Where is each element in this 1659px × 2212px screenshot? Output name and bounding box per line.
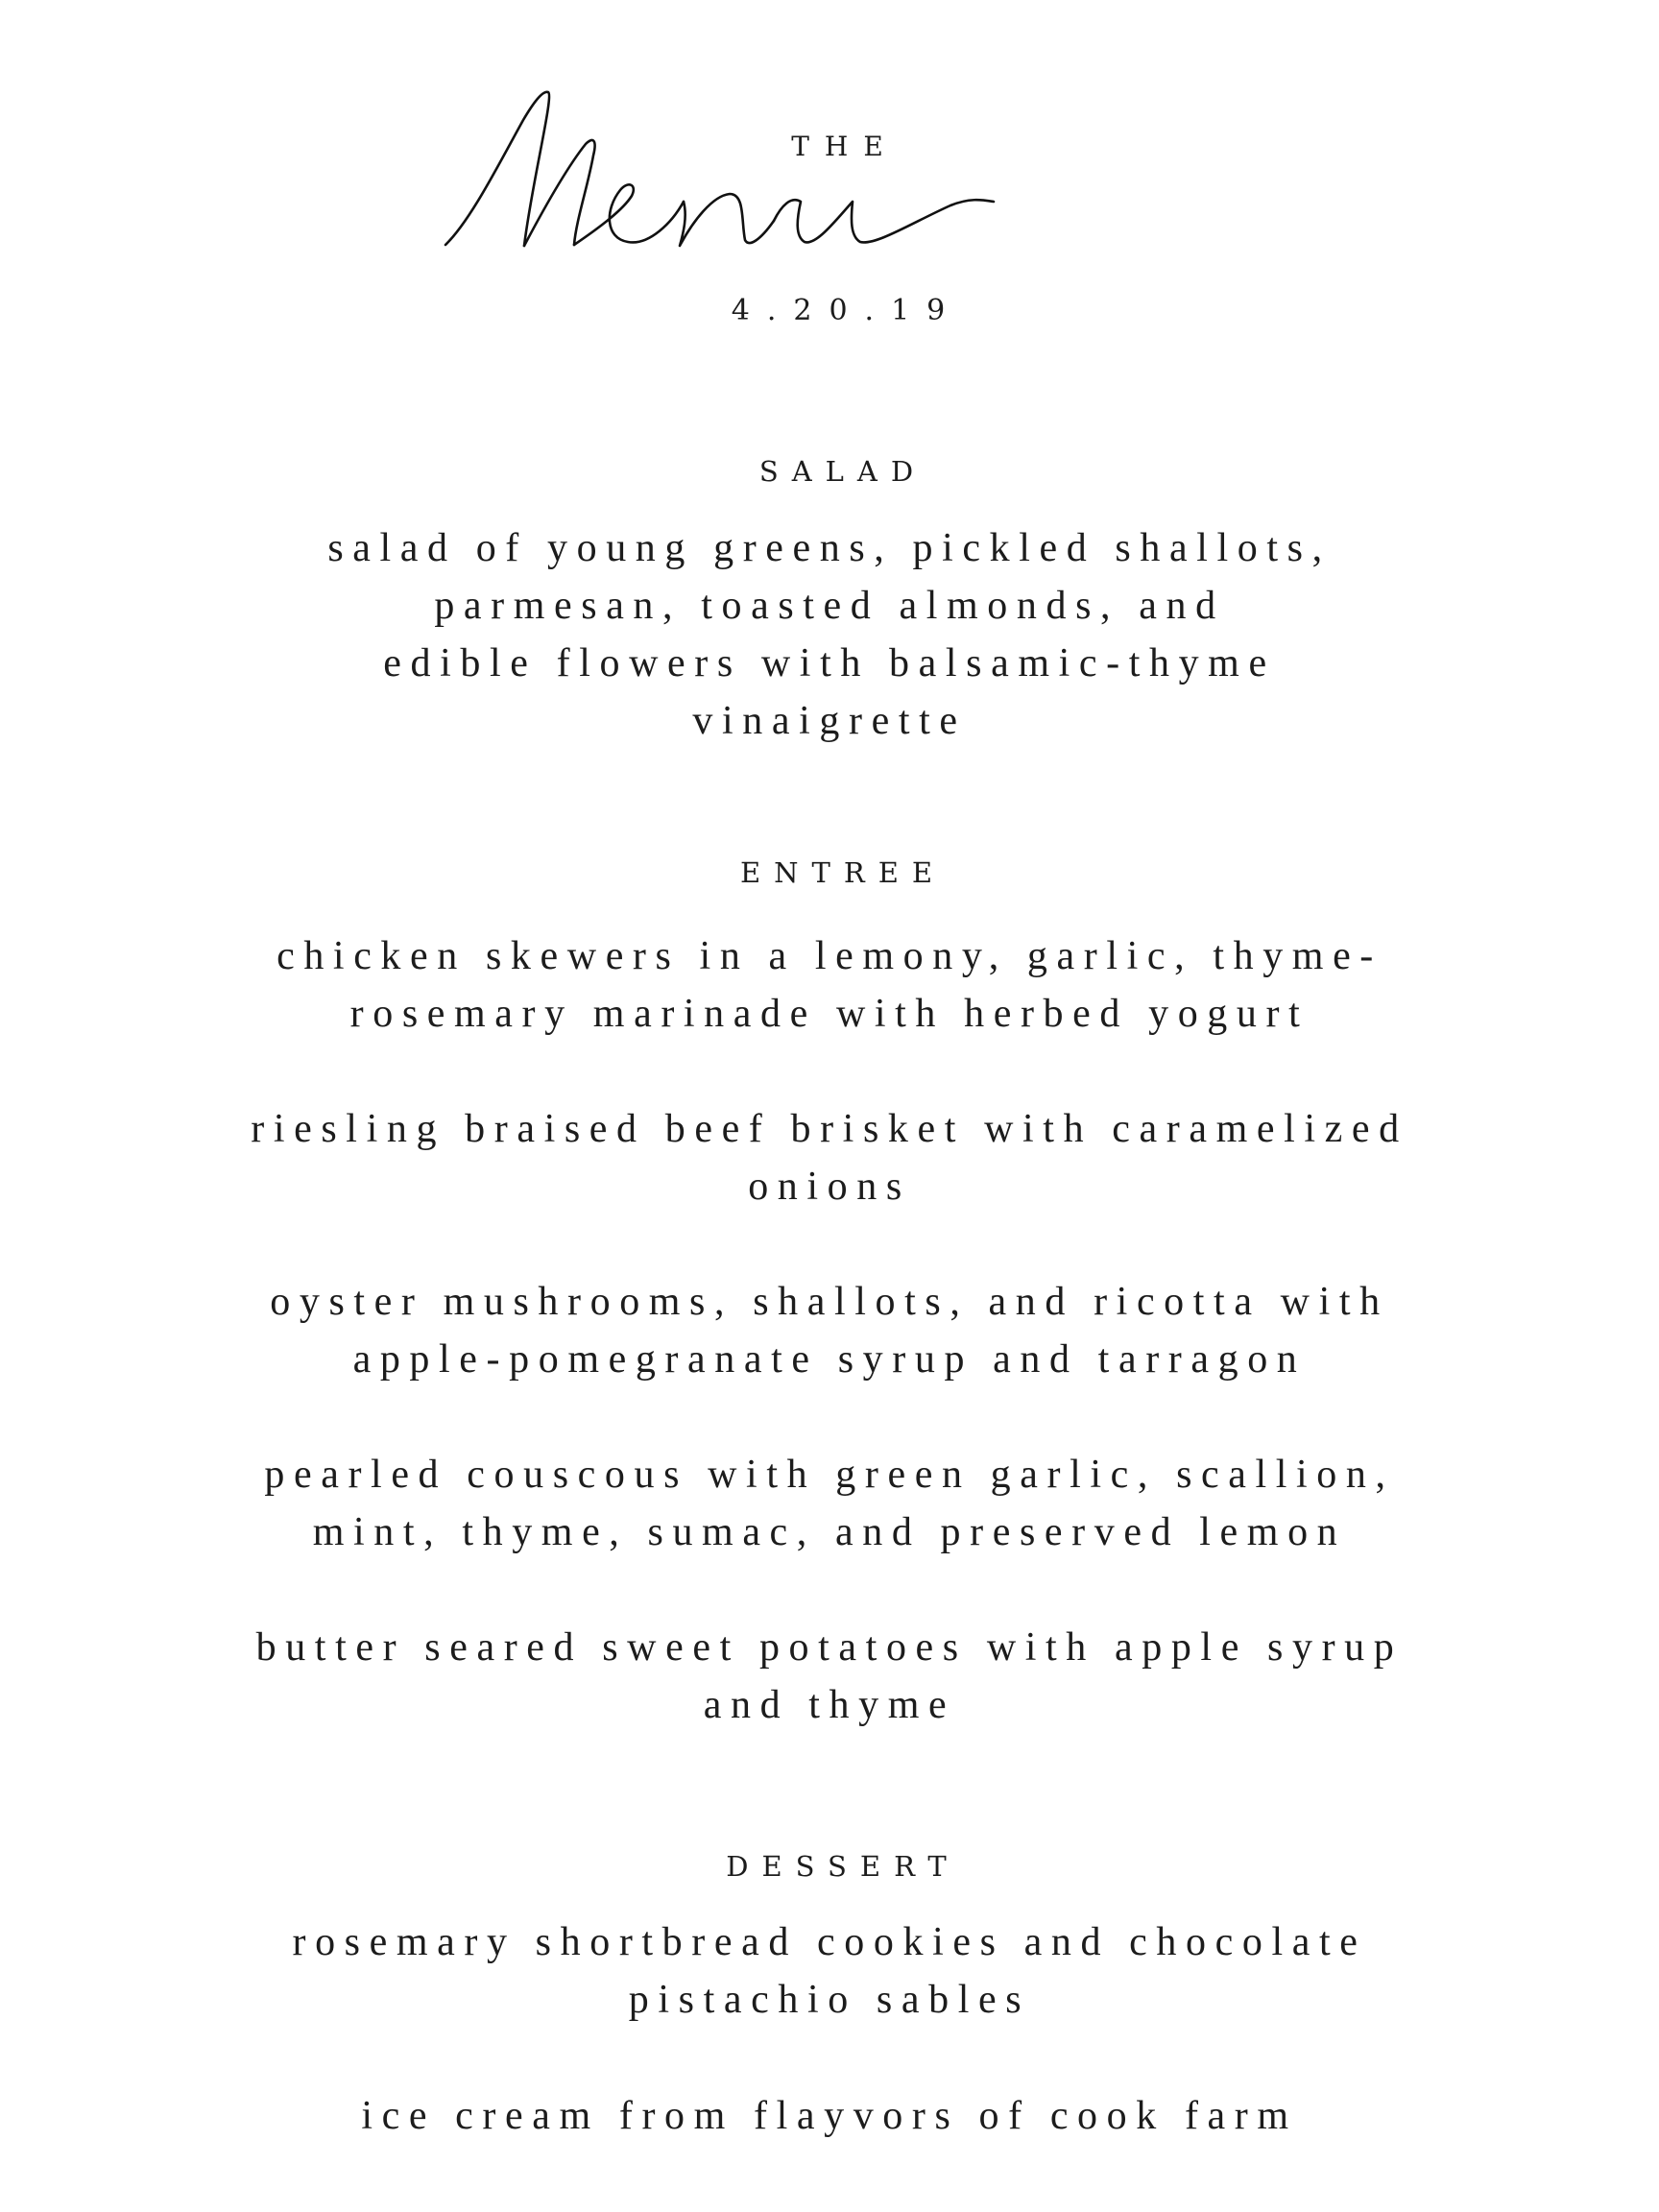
dish-line: riesling braised beef brisket with caramelized — [251, 1107, 1408, 1151]
dish-line: parmesan, toasted almonds, and — [434, 584, 1225, 628]
dish-line: edible flowers with balsamic-thyme — [383, 641, 1276, 685]
menu-script-logo — [432, 77, 1200, 269]
event-date: 4.20.19 — [731, 294, 963, 327]
dish-entree-1 — [0, 927, 1659, 1043]
dish-line: rosemary marinade with herbed yogurt — [349, 992, 1310, 1036]
dish-line: rosemary shortbread cookies and chocolate — [292, 1920, 1367, 1964]
dish-entree-2 — [0, 1100, 1659, 1215]
dish-entree-4 — [0, 1446, 1659, 1561]
dish-entree-5 — [0, 1619, 1659, 1734]
dish-line: pistachio sables — [628, 1978, 1031, 2022]
dish-line: butter seared sweet potatoes with apple syrup — [255, 1625, 1404, 1670]
dish-dessert-2 — [0, 2087, 1659, 2145]
dish-line: apple-pomegranate syrup and tarragon — [352, 1337, 1307, 1382]
section-heading-dessert: DESSERT — [726, 1850, 960, 1883]
section-heading-salad: SALAD — [758, 455, 927, 488]
dish-line: salad of young greens, pickled shallots, — [327, 526, 1332, 570]
dish-dessert-1 — [0, 1913, 1659, 2029]
dish-salad-1 — [0, 519, 1659, 750]
section-heading-entree: ENTREE — [739, 856, 947, 889]
dish-entree-3 — [0, 1273, 1659, 1388]
dish-line: oyster mushrooms, shallots, and ricotta with — [270, 1280, 1389, 1324]
dish-line: chicken skewers in a lemony, garlic, thyme- — [276, 934, 1382, 978]
dish-line: onions — [748, 1165, 911, 1209]
dish-line: and thyme — [703, 1683, 956, 1727]
dish-line: mint, thyme, sumac, and preserved lemon — [312, 1510, 1347, 1554]
dish-line: pearled couscous with green garlic, scallion, — [264, 1453, 1395, 1497]
dish-line: vinaigrette — [692, 699, 967, 743]
dish-line: ice cream from flayvors of cook farm — [361, 2094, 1298, 2138]
the-label: THE — [791, 131, 899, 162]
